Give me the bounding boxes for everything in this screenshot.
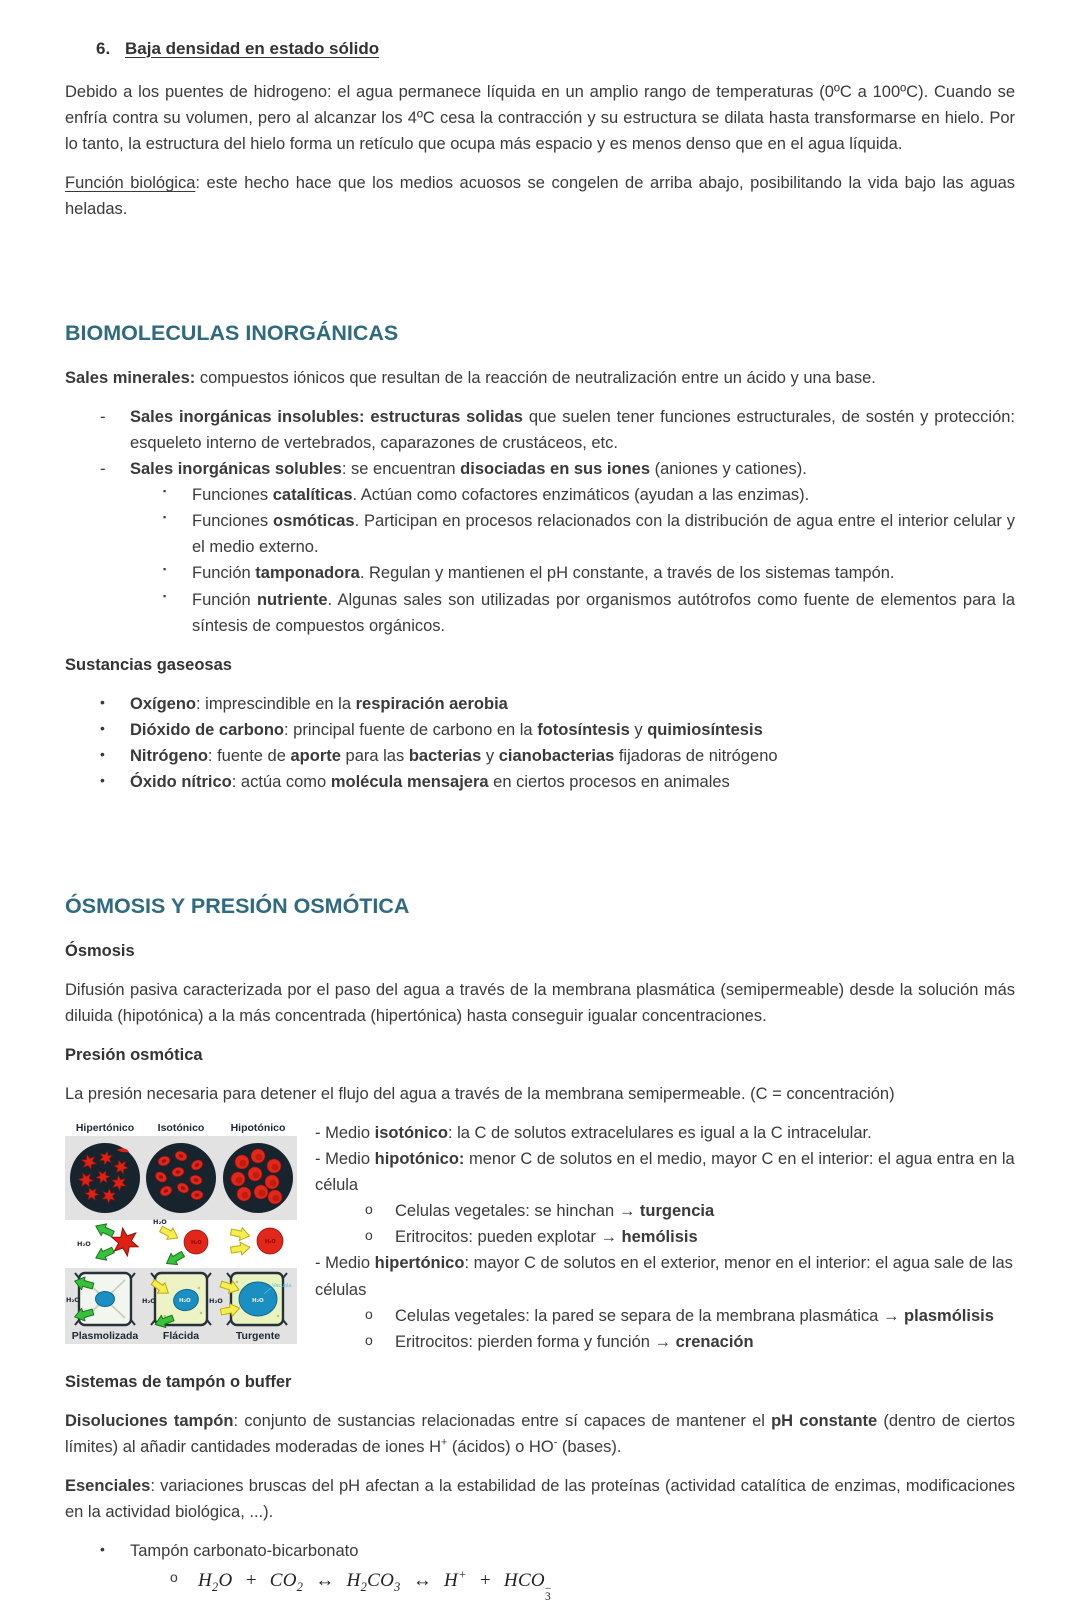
list-item-text: Nitrógeno: fuente de aporte para las bacterias y cianobacterias fijadoras de nitrógeno <box>130 746 778 765</box>
list-item <box>65 560 1015 586</box>
heading-number: 6. <box>96 39 111 58</box>
svg-text:H₂O: H₂O <box>142 1297 156 1306</box>
plant-cell-plasmolizada <box>66 1273 135 1325</box>
label-hipertonico: Hipertónico <box>75 1122 135 1135</box>
square-marker: ▪ <box>163 564 167 575</box>
vacuola-label: Vacuola <box>272 1283 292 1290</box>
list-item-text: Dióxido de carbono: principal fuente de carbono en la fotosíntesis y quimiosíntesis <box>130 720 763 739</box>
bullet-marker: • <box>100 771 105 788</box>
svg-text:H₂O: H₂O <box>265 1239 276 1246</box>
paragraph-disoluciones-tampon: Disoluciones tampón: conjunto de sustancias relacionadas entre sí capaces de mantener el pH constante (dentro de ciertos límites) al añadir cantidades moderadas de iones H+ (ácidos) o HO- (bases). <box>65 1411 1015 1456</box>
paragraph-osmosis: Difusión pasiva caracterizada por el paso del agua a través de la membrana plasmática (semipermeable) desde la solución más diluida (hipotónica) a la más concentrada (hipertónica) hasta conseguir igualar concentraciones. <box>65 980 1015 1025</box>
subheading-sustancias-gaseosas: Sustancias gaseosas <box>65 655 232 674</box>
paragraph-densidad: Debido a los puentes de hidrogeno: el agua permanece líquida en un amplio rango de temperaturas (0ºC a 100ºC). Cuando se enfría contra su volumen, pero al alcanzar los 4ºC cesa la contracción y su estructura se dilata hasta transformarse en hielo. Por lo tanto, la estructura del hielo forma un retículo que ocupa más espacio y es menos denso que en el agua líquida. <box>65 82 1015 153</box>
list-item <box>315 1303 1015 1329</box>
medio-hipertonico: - Medio hipertónico: mayor C de solutos en el exterior, menor en el interior: el agua sale de las células <box>315 1254 1013 1299</box>
circle-marker: o <box>365 1305 373 1322</box>
erythrocyte-hipotonico <box>230 1226 283 1257</box>
osmosis-figure <box>65 1120 297 1352</box>
svg-text:H₂O: H₂O <box>179 1298 191 1305</box>
erythrocyte-isotonico <box>153 1218 208 1269</box>
section-heading-biomoleculas: BIOMOLECULAS INORGÁNICAS <box>65 321 399 346</box>
label-isotonico: Isotónico <box>157 1122 205 1135</box>
bullet-marker: • <box>100 1541 105 1558</box>
chemical-equation: $H_2O + CO_2$ ↔ $H_2CO_3$ ↔ H+ + HCO − 3 <box>198 1567 552 1603</box>
spacer <box>65 235 1015 273</box>
gases-list <box>65 691 1015 795</box>
list-item <box>315 1198 1015 1224</box>
list-item <box>65 587 1015 639</box>
bullet-marker: • <box>100 719 105 736</box>
list-item-text: Eritrocitos: pierden forma y función → crenación <box>395 1332 754 1351</box>
list-item-text: Funciones catalíticas. Actúan como cofactores enzimáticos (ayudan a las enzimas). <box>192 486 810 505</box>
list-item-text: Funciones osmóticas. Participan en procesos relacionados con la distribución de agua entre el interior celular y el medio externo. <box>192 512 1015 557</box>
svg-text:H₂O: H₂O <box>153 1218 167 1227</box>
label-plasmolizada: Plasmolizada <box>71 1330 139 1343</box>
list-item-text: Sales inorgánicas insolubles: estructuras solidas que suelen tener funciones estructurales, de sostén y protección: esqueleto interno de vertebrados, caparazones de crustáceos, etc. <box>130 408 1015 453</box>
spacer <box>65 808 1015 846</box>
svg-text:H₂O: H₂O <box>252 1298 264 1305</box>
list-item <box>65 769 1015 795</box>
list-item <box>65 508 1015 560</box>
list-item <box>65 743 1015 769</box>
square-marker: ▪ <box>163 512 167 523</box>
list-item-text: Función tamponadora. Regulan y mantienen el pH constante, a través de los sistemas tampón. <box>192 564 895 583</box>
subheading-presion-osmotica: Presión osmótica <box>65 1046 203 1065</box>
paragraph-funcion-biologica: Función biológica: este hecho hace que los medios acuosos se congelen de arriba abajo, posibilitando la vida bajo las aguas heladas. <box>65 174 1015 219</box>
heading-baja-densidad <box>65 36 1015 63</box>
paragraph-sales-minerales: Sales minerales: compuestos iónicos que resultan de la reacción de neutralización entre un ácido y una base. <box>65 369 876 388</box>
subheading-osmosis: Ósmosis <box>65 941 135 960</box>
circle-marker: o <box>170 1569 178 1586</box>
paragraph-presion: La presión necesaria para detener el flujo del agua a través de la membrana semipermeable. (C = concentración) <box>65 1085 895 1104</box>
svg-text:H₂O: H₂O <box>77 1240 91 1249</box>
section-heading-osmosis: ÓSMOSIS Y PRESIÓN OSMÓTICA <box>65 893 410 918</box>
list-item-text: Sales inorgánicas solubles: se encuentran disociadas en sus iones (aniones y cationes). <box>130 460 807 479</box>
paragraph-esenciales: Esenciales: variaciones bruscas del pH afectan a la estabilidad de las proteínas (actividad catalítica de enzimas, modificaciones en la actividad biológica, ...). <box>65 1476 1015 1521</box>
subheading-sistemas-tampon: Sistemas de tampón o buffer <box>65 1372 292 1391</box>
tampon-list <box>65 1538 1015 1602</box>
medio-isotonico: - Medio isotónico: la C de solutos extracelulares es igual a la C intracelular. <box>315 1124 872 1143</box>
square-marker: ▪ <box>163 590 167 601</box>
tonicity-diagram <box>65 1120 297 1344</box>
label-turgente: Turgente <box>235 1330 281 1343</box>
list-item <box>65 456 1015 482</box>
svg-text:H₂O: H₂O <box>66 1296 80 1305</box>
bullet-marker: • <box>100 693 105 710</box>
sales-list <box>65 404 1015 639</box>
heading-title: Baja densidad en estado sólido <box>125 39 380 58</box>
list-item <box>315 1224 1015 1250</box>
dash-marker: - <box>100 408 106 427</box>
square-marker: ▪ <box>163 486 167 497</box>
list-item <box>65 404 1015 456</box>
list-item-text: Tampón carbonato-bicarbonato <box>130 1542 359 1561</box>
list-item-text: Óxido nítrico: actúa como molécula mensajera en ciertos procesos en animales <box>130 772 730 791</box>
medio-hipotonico: - Medio hipotónico: menor C de solutos en el medio, mayor C en el interior: el agua entra en la célula <box>315 1150 1015 1195</box>
list-item <box>315 1329 1015 1355</box>
svg-text:H₂O: H₂O <box>191 1240 202 1247</box>
list-item <box>65 482 1015 508</box>
list-item <box>65 717 1015 743</box>
circle-marker: o <box>365 1201 373 1218</box>
label-flacida: Flácida <box>162 1330 200 1343</box>
tonicity-notes <box>297 1120 1015 1355</box>
list-item-text: Función nutriente. Algunas sales son utilizadas por organismos autótrofos como fuente de elementos para la síntesis de compuestos orgánicos. <box>192 590 1015 635</box>
equation-item <box>65 1566 1015 1602</box>
label-hipotonico: Hipotónico <box>230 1122 286 1135</box>
circle-marker: o <box>365 1227 373 1244</box>
list-item <box>65 1538 1015 1564</box>
osmosis-figure-row <box>65 1120 1015 1355</box>
erythrocyte-hipertonico <box>77 1220 142 1264</box>
list-item-text: Oxígeno: imprescindible en la respiración aerobia <box>130 694 508 713</box>
list-item <box>65 691 1015 717</box>
list-item-text: Celulas vegetales: se hinchan → turgencia <box>395 1202 715 1221</box>
bullet-marker: • <box>100 745 105 762</box>
list-item-text: Eritrocitos: pueden explotar → hemólisis <box>395 1228 698 1247</box>
list-item-text: Celulas vegetales: la pared se separa de la membrana plasmática → plasmólisis <box>395 1306 994 1325</box>
dash-marker: - <box>100 460 106 479</box>
circle-marker: o <box>365 1331 373 1348</box>
svg-text:H₂O: H₂O <box>209 1297 223 1306</box>
